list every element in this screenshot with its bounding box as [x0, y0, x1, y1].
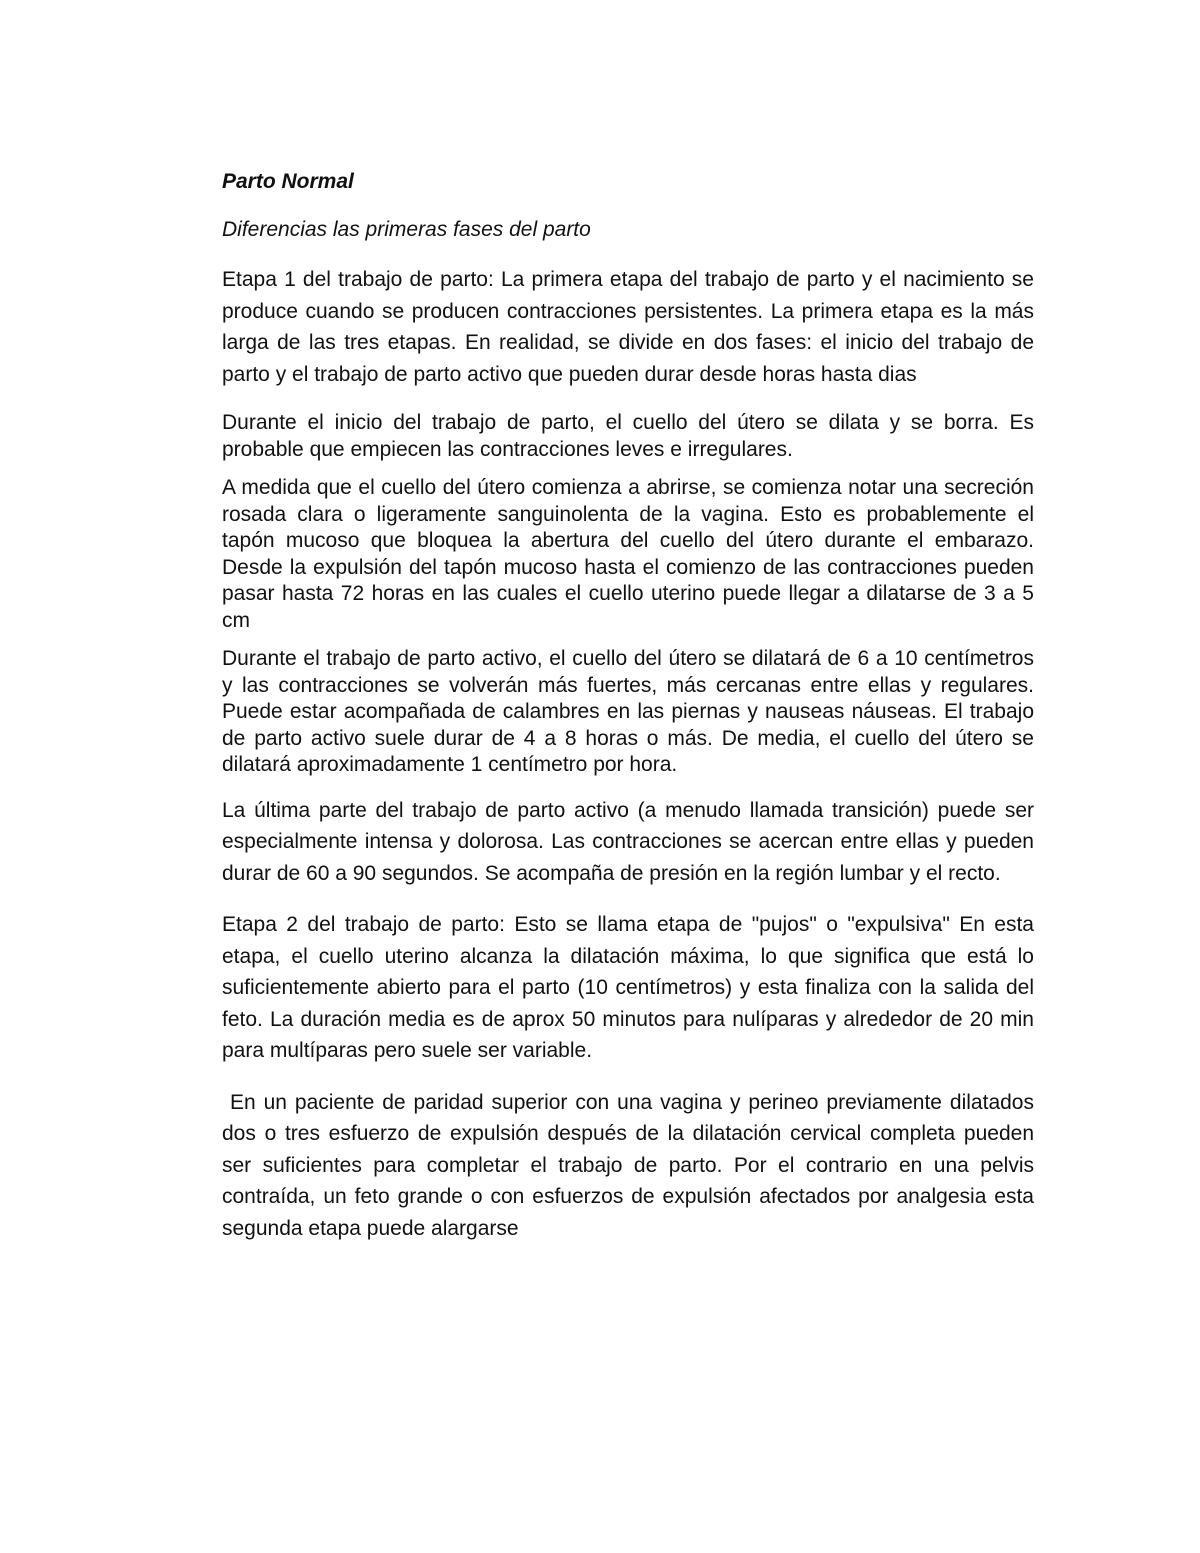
- paragraph-transicion: La última parte del trabajo de parto activo (a menudo llamada transición) puede ser especialmente intensa y dolorosa. Las contracciones se acercan entre ellas y pueden durar de 60 a 90 segundos. Se acompaña de presión en la región lumbar y el recto.: [222, 798, 1034, 885]
- paragraph-paridad-superior: En un paciente de paridad superior con una vagina y perineo previamente dilatados dos o tres esfuerzo de expulsión después de la dilatación cervical completa pueden ser suficientes para completar el trabajo de parto. Por el contrario en una pelvis contraída, un feto grande o con esfuerzos de expulsión afectados por analgesia esta segunda etapa puede alargarse: [222, 1090, 1040, 1240]
- document-page: [222, 168, 1040, 1244]
- paragraph-etapa-1: Etapa 1 del trabajo de parto: La primera etapa del trabajo de parto y el nacimiento se produce cuando se producen contracciones persistentes. La primera etapa es la más larga de las tres etapas. En realidad, se divide en dos fases: el inicio del trabajo de parto y el trabajo de parto activo que pueden durar desde horas hasta dias: [222, 268, 1034, 386]
- paragraph-tapon-mucoso: A medida que el cuello del útero comienza a abrirse, se comienza notar una secreción rosada clara o ligeramente sanguinolenta de la vagina. Esto es probablemente el tapón mucoso que bloquea la abertura del cuello del útero durante el embarazo. Desde la expulsión del tapón mucoso hasta el comienzo de las contracciones pueden pasar hasta 72 horas en las cuales el cuello uterino puede llegar a dilatarse de 3 a 5 cm: [222, 476, 1034, 632]
- paragraph-inicio-trabajo-parto: Durante el inicio del trabajo de parto, el cuello del útero se dilata y se borra. Es probable que empiecen las contracciones leves e irregulares.: [222, 411, 1034, 461]
- document-subtitle: Diferencias las primeras fases del parto: [222, 218, 591, 241]
- paragraph-etapa-2: Etapa 2 del trabajo de parto: Esto se llama etapa de "pujos" o "expulsiva" En esta etapa, el cuello uterino alcanza la dilatación máxima, lo que significa que está lo suficientemente abierto para el parto (10 centímetros) y esta finaliza con la salida del feto. La duración media es de aprox 50 minutos para nulíparas y alrededor de 20 min para multíparas pero suele ser variable.: [222, 913, 1034, 1062]
- document-title: Parto Normal: [222, 170, 354, 193]
- paragraph-trabajo-parto-activo: Durante el trabajo de parto activo, el cuello del útero se dilatará de 6 a 10 centímetros y las contracciones se volverán más fuertes, más cercanas entre ellas y regulares. Puede estar acompañada de calambres en las piernas y nauseas náuseas. El trabajo de parto activo suele durar de 4 a 8 horas o más. De media, el cuello del útero se dilatará aproximadamente 1 centímetro por hora.: [222, 647, 1034, 776]
